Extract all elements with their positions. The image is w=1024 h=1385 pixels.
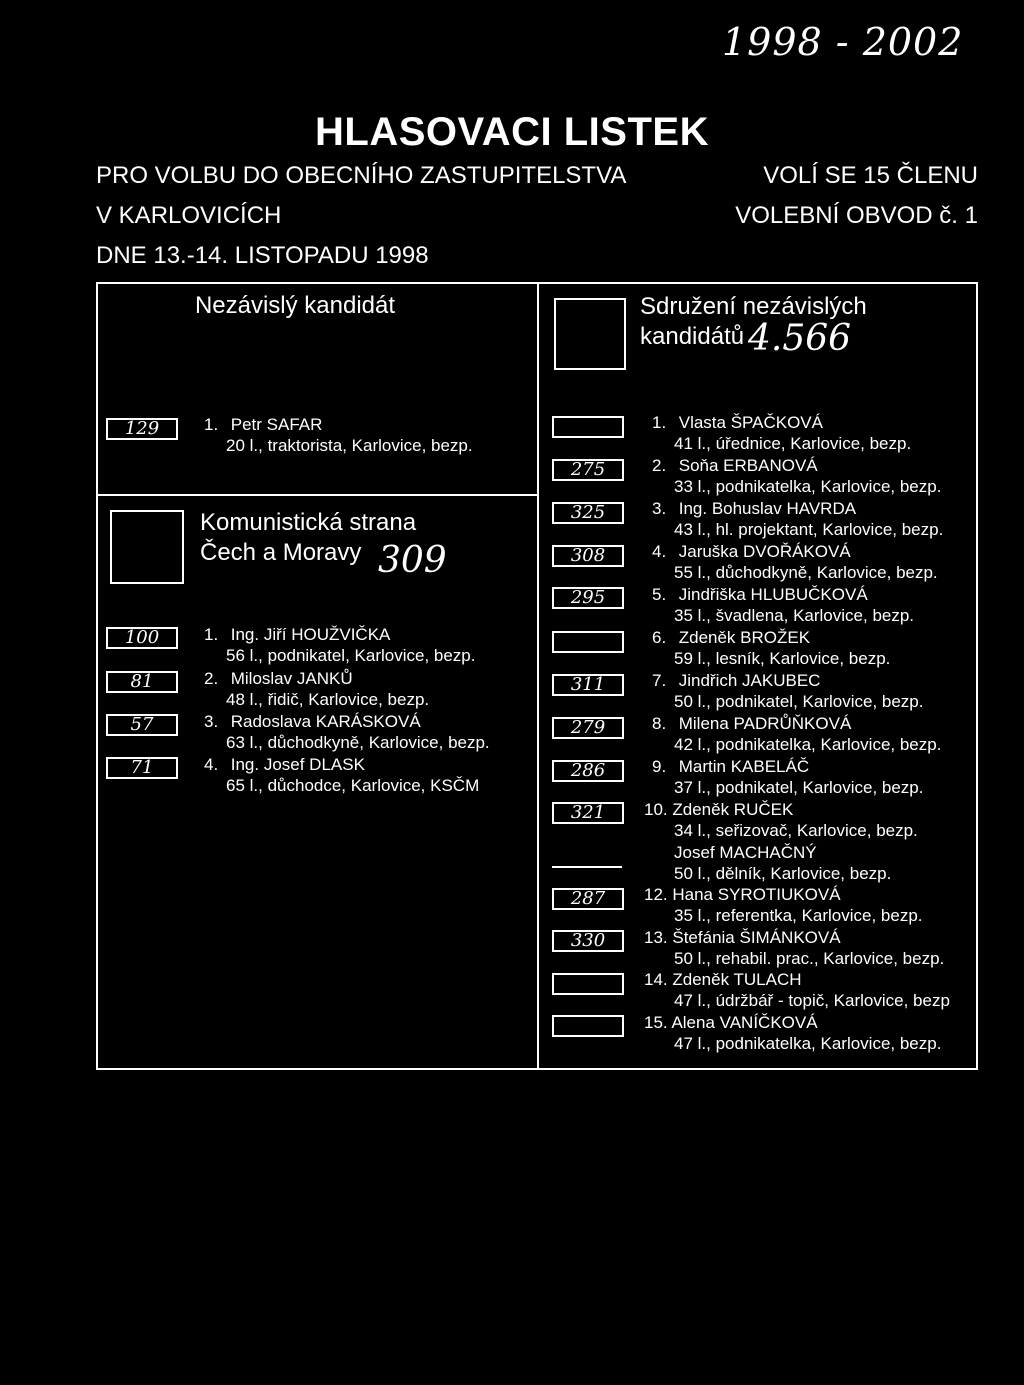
candidate-name: Milena PADRŮŇKOVÁ <box>678 714 852 733</box>
candidate-name: Hana SYROTIUKOVÁ <box>672 885 841 904</box>
candidate-number: 3. <box>652 499 667 518</box>
candidate-houzvicka <box>204 624 475 666</box>
candidate-name: Alena VANÍČKOVÁ <box>671 1013 818 1032</box>
candidate-detail: 48 l., řidič, Karlovice, bezp. <box>226 690 430 709</box>
candidate-number: 4. <box>204 755 219 774</box>
candidate-detail: 35 l., referentka, Karlovice, bezp. <box>674 906 923 925</box>
candidate-detail: 41 l., úřednice, Karlovice, bezp. <box>674 434 912 453</box>
candidate-simankova <box>644 927 944 969</box>
vote-box-janku[interactable]: 81 <box>106 671 178 693</box>
candidate-number: 6. <box>652 628 667 647</box>
candidate-name: Zdeněk TULACH <box>672 970 802 989</box>
candidate-name: Zdeněk RUČEK <box>672 800 794 819</box>
candidate-detail: 55 l., důchodkyně, Karlovice, bezp. <box>674 563 938 582</box>
candidate-number: 10. <box>644 800 668 819</box>
party-title-line1: Sdružení nezávislých <box>640 293 867 320</box>
candidate-name: Vlasta ŠPAČKOVÁ <box>678 413 823 432</box>
candidate-rucek <box>644 799 918 841</box>
candidate-number: 7. <box>652 671 667 690</box>
vote-box-houzvicka[interactable]: 100 <box>106 627 178 649</box>
ballot-title: HLASOVACI LISTEK <box>315 110 709 154</box>
vote-box-syrotiukova[interactable]: 287 <box>552 888 624 910</box>
candidate-number: 14. <box>644 970 668 989</box>
candidate-hlubuckova <box>652 584 914 626</box>
header-date-line: DNE 13.-14. LISTOPADU 1998 <box>96 242 429 269</box>
party-title-line1: Komunistická strana <box>200 509 417 536</box>
vote-box-padrunkova[interactable]: 279 <box>552 717 624 739</box>
header-left <box>96 156 626 236</box>
candidate-detail: 35 l., švadlena, Karlovice, bezp. <box>674 606 915 625</box>
candidate-machacny <box>674 842 891 884</box>
vote-box-hlubuckova[interactable]: 295 <box>552 587 624 609</box>
candidate-name: Ing. Jiří HOUŽVIČKA <box>230 625 391 644</box>
candidate-name: Jindřich JAKUBEC <box>678 671 821 690</box>
candidate-detail: 47 l., podnikatelka, Karlovice, bezp. <box>674 1034 942 1053</box>
independent-title: Nezávislý kandidát <box>194 292 396 319</box>
candidate-detail: 34 l., seřizovač, Karlovice, bezp. <box>674 821 918 840</box>
candidate-erbanova <box>652 455 941 497</box>
party-vote-box-sdruzeni[interactable] <box>554 298 626 370</box>
left-section-divider <box>96 494 538 496</box>
candidate-havrda <box>652 498 943 540</box>
candidate-number: 1. <box>204 625 219 644</box>
candidate-vanickova <box>644 1012 941 1054</box>
handwritten-party-total-ksc: 309 <box>378 540 447 581</box>
candidate-detail: 50 l., rehabil. prac., Karlovice, bezp. <box>674 949 945 968</box>
handwritten-party-total-sdruzeni: 4.566 <box>748 318 852 359</box>
candidate-janku <box>204 668 429 710</box>
candidate-detail: 50 l., dělník, Karlovice, bezp. <box>674 864 892 883</box>
candidate-detail: 37 l., podnikatel, Karlovice, bezp. <box>674 778 924 797</box>
vote-box-erbanova[interactable]: 275 <box>552 459 624 481</box>
candidate-detail: 42 l., podnikatelka, Karlovice, bezp. <box>674 735 942 754</box>
vote-box-karaskova[interactable]: 57 <box>106 714 178 736</box>
candidate-karaskova <box>204 711 490 753</box>
vote-box-machacny[interactable] <box>552 866 622 868</box>
candidate-name: Jindřiška HLUBUČKOVÁ <box>678 585 868 604</box>
vote-box-safar[interactable]: 129 <box>106 418 178 440</box>
candidate-number: 1. <box>652 413 667 432</box>
candidate-detail: 20 l., traktorista, Karlovice, bezp. <box>226 436 473 455</box>
candidate-name: Miloslav JANKŮ <box>230 669 353 688</box>
candidate-number: 12. <box>644 885 668 904</box>
candidate-syrotiukova <box>644 884 923 926</box>
candidate-name: Jaruška DVOŘÁKOVÁ <box>678 542 851 561</box>
candidate-name: Ing. Josef DLASK <box>230 755 365 774</box>
header-right <box>735 156 978 236</box>
header-town-line: V KARLOVICÍCH <box>96 202 282 229</box>
candidate-name: Zdeněk BROŽEK <box>678 628 811 647</box>
candidate-tulach <box>644 969 950 1011</box>
candidate-number: 9. <box>652 757 667 776</box>
vote-box-tulach[interactable] <box>552 973 624 995</box>
candidate-number: 13. <box>644 928 668 947</box>
candidate-detail: 43 l., hl. projektant, Karlovice, bezp. <box>674 520 944 539</box>
vote-box-spackova[interactable] <box>552 416 624 438</box>
candidate-number: 1. <box>204 415 219 434</box>
candidate-dvorakova <box>652 541 938 583</box>
vote-box-simankova[interactable]: 330 <box>552 930 624 952</box>
candidate-detail: 50 l., podnikatel, Karlovice, bezp. <box>674 692 924 711</box>
candidate-name: Soňa ERBANOVÁ <box>678 456 818 475</box>
candidate-number: 3. <box>204 712 219 731</box>
vote-box-vanickova[interactable] <box>552 1015 624 1037</box>
candidate-name: Josef MACHAČNÝ <box>674 843 817 862</box>
candidate-detail: 33 l., podnikatelka, Karlovice, bezp. <box>674 477 942 496</box>
candidate-number: 8. <box>652 714 667 733</box>
vote-box-jakubec[interactable]: 311 <box>552 674 624 696</box>
candidate-name: Petr SAFAR <box>230 415 323 434</box>
candidate-number: 2. <box>204 669 219 688</box>
vote-box-havrda[interactable]: 325 <box>552 502 624 524</box>
column-divider <box>537 282 539 1070</box>
candidate-number: 5. <box>652 585 667 604</box>
header-members-line: VOLÍ SE 15 ČLENU <box>763 162 978 189</box>
vote-box-rucek[interactable]: 321 <box>552 802 624 824</box>
candidate-kabelac <box>652 756 923 798</box>
candidate-detail: 63 l., důchodkyně, Karlovice, bezp. <box>226 733 490 752</box>
candidate-safar <box>204 414 473 456</box>
candidate-detail: 65 l., důchodce, Karlovice, KSČM <box>226 776 480 795</box>
vote-box-dvorakova[interactable]: 308 <box>552 545 624 567</box>
candidate-number: 4. <box>652 542 667 561</box>
vote-box-kabelac[interactable]: 286 <box>552 760 624 782</box>
candidate-padrunkova <box>652 713 941 755</box>
header-election-line: PRO VOLBU DO OBECNÍHO ZASTUPITELSTVA <box>96 162 627 189</box>
party-title-line2: kandidátů <box>640 323 745 350</box>
party-title-line2: Čech a Moravy <box>200 539 362 566</box>
header-district-line: VOLEBNÍ OBVOD č. 1 <box>735 202 978 229</box>
candidate-jakubec <box>652 670 923 712</box>
vote-box-dlask[interactable]: 71 <box>106 757 178 779</box>
vote-box-brozek[interactable] <box>552 631 624 653</box>
candidate-detail: 47 l., údržbář - topič, Karlovice, bezp <box>674 991 950 1010</box>
candidate-name: Martin KABELÁČ <box>678 757 810 776</box>
candidate-detail: 59 l., lesník, Karlovice, bezp. <box>674 649 891 668</box>
handwritten-term-note: 1998 - 2002 <box>722 20 964 64</box>
party-vote-box-ksc[interactable] <box>110 510 184 584</box>
candidate-name: Štefánia ŠIMÁNKOVÁ <box>672 928 841 947</box>
candidate-detail: 56 l., podnikatel, Karlovice, bezp. <box>226 646 476 665</box>
candidate-dlask <box>204 754 479 796</box>
candidate-brozek <box>652 627 890 669</box>
candidate-name: Ing. Bohuslav HAVRDA <box>678 499 857 518</box>
candidate-name: Radoslava KARÁSKOVÁ <box>230 712 421 731</box>
candidate-number: 2. <box>652 456 667 475</box>
candidate-number: 15. <box>644 1013 668 1032</box>
candidate-spackova <box>652 412 911 454</box>
